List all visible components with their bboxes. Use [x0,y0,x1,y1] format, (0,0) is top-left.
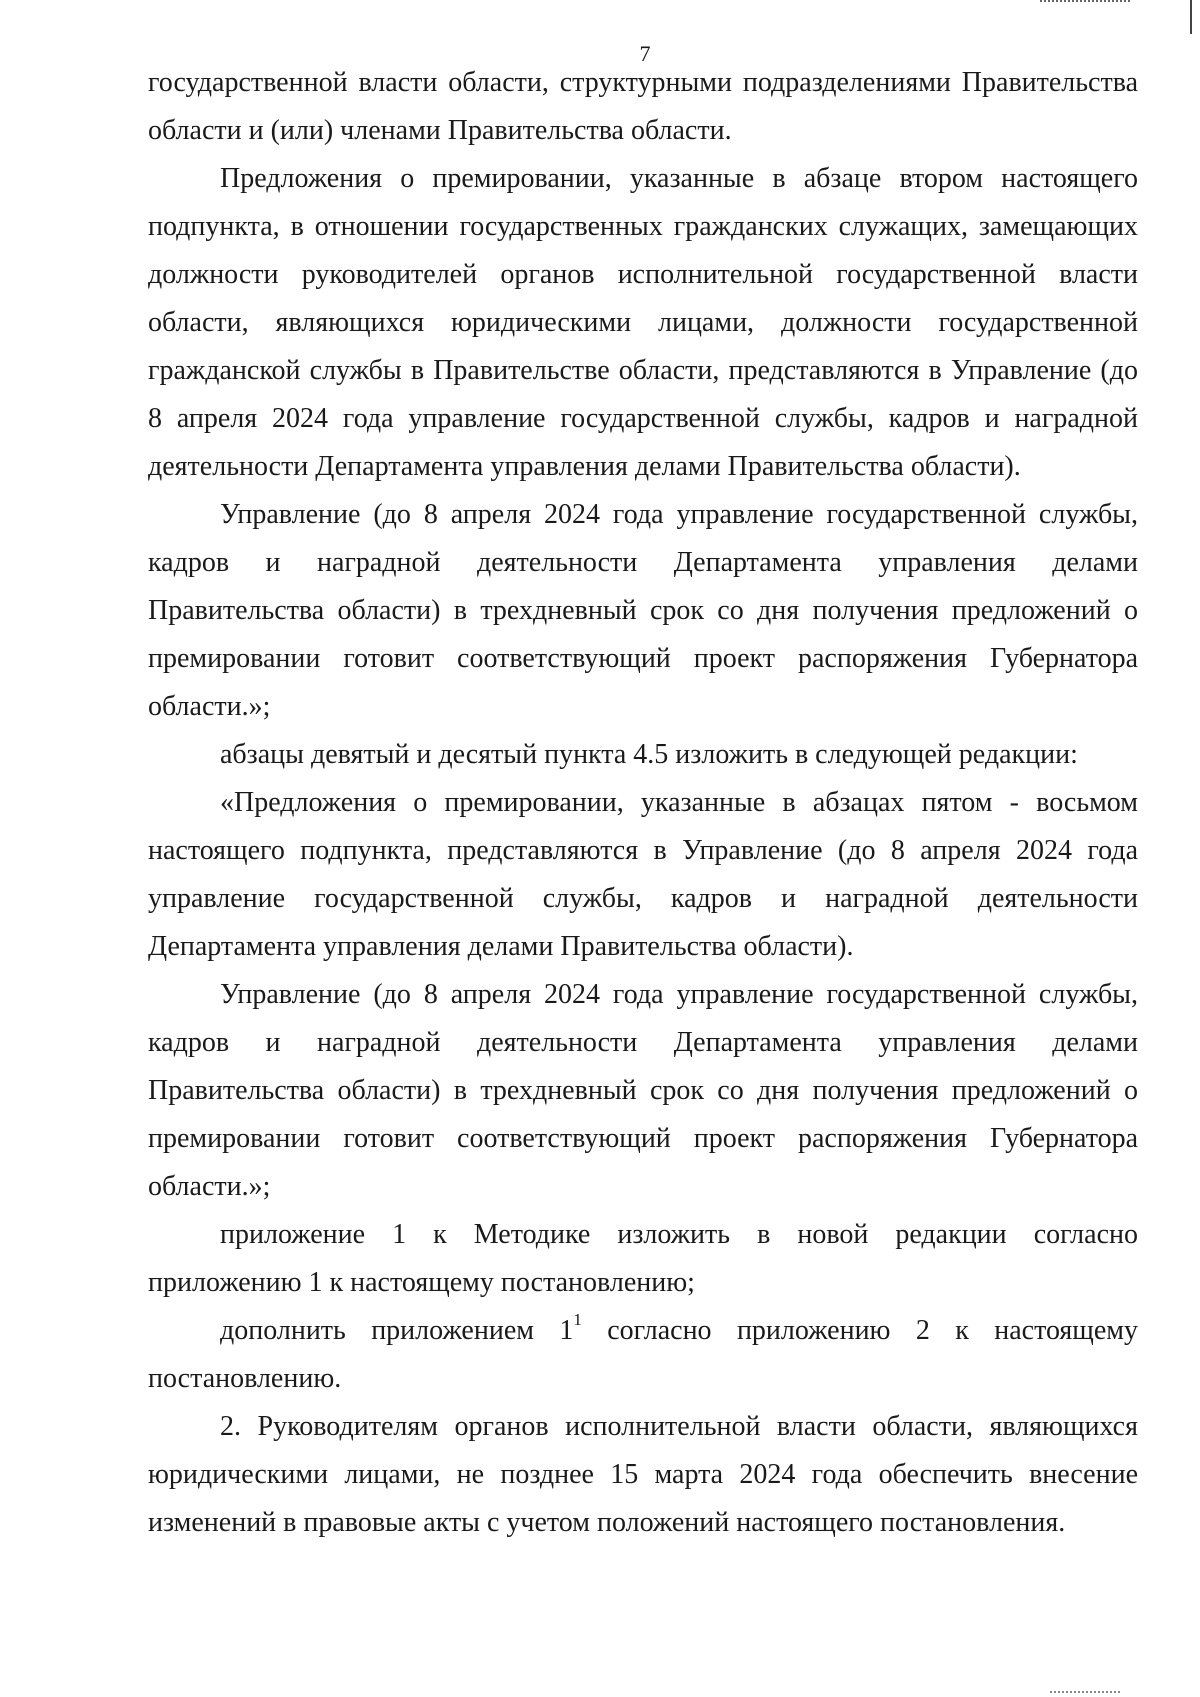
appendix-1-1-after: согласно приложению 2 к настоящему постановлению. [148,1315,1139,1394]
scan-artifact-edge [1190,0,1192,34]
paragraph-appendix-1-1 [148,1307,1138,1403]
paragraph-continuation: государственной власти области, структурными подразделениями Правительства области и (или) членами Правительства области. [148,67,1138,146]
page-number: 7 [639,41,651,66]
paragraph-proposals-second: Предложения о премировании, указанные в абзаце втором настоящего подпункта, в отношении государственных гражданских служащих, замещающих должности руководителей органов исполнительной государственной власти области, являющихся юридическими лицами, должности государственной гражданской службы в Правительстве области, представляются в Управление (до 8 апреля 2024 года управление государственной службы, кадров и наградной деятельности Департамента управления делами Правительства области). [148,163,1138,482]
appendix-1-1-superscript: 1 [573,1310,582,1329]
appendix-1-1-before: дополнить приложением 1 [220,1315,574,1346]
paragraph-proposals-fifth-eighth: «Предложения о премировании, указанные в абзацах пятом - восьмом настоящего подпункта, представляются в Управление (до 8 апреля 2024 года управление государственной службы, кадров и наградной деятельности Департамента управления делами Правительства области). [148,787,1138,962]
paragraph-item-2: 2. Руководителям органов исполнительной власти области, являющихся юридическими лицами, не позднее 15 марта 2024 года обеспечить внесение изменений в правовые акты с учетом положений настоящего постановления. [148,1411,1138,1538]
scan-artifact [1040,0,1130,6]
document-body [148,59,1138,1547]
scan-artifact-bottom [1050,1691,1120,1695]
paragraph-directorate-second: Управление (до 8 апреля 2024 года управление государственной службы, кадров и наградной деятельности Департамента управления делами Правительства области) в трехдневный срок со дня получения предложений о премировании готовит соответствующий проект распоряжения Губернатора области.»; [148,979,1138,1202]
paragraph-amend-4-5: абзацы девятый и десятый пункта 4.5 изложить в следующей редакции: [220,739,1078,770]
paragraph-directorate-first: Управление (до 8 апреля 2024 года управление государственной службы, кадров и наградной деятельности Департамента управления делами Правительства области) в трехдневный срок со дня получения предложений о премировании готовит соответствующий проект распоряжения Губернатора области.»; [148,499,1138,722]
paragraph-appendix-1: приложение 1 к Методике изложить в новой редакции согласно приложению 1 к настоящему постановлению; [148,1219,1138,1298]
